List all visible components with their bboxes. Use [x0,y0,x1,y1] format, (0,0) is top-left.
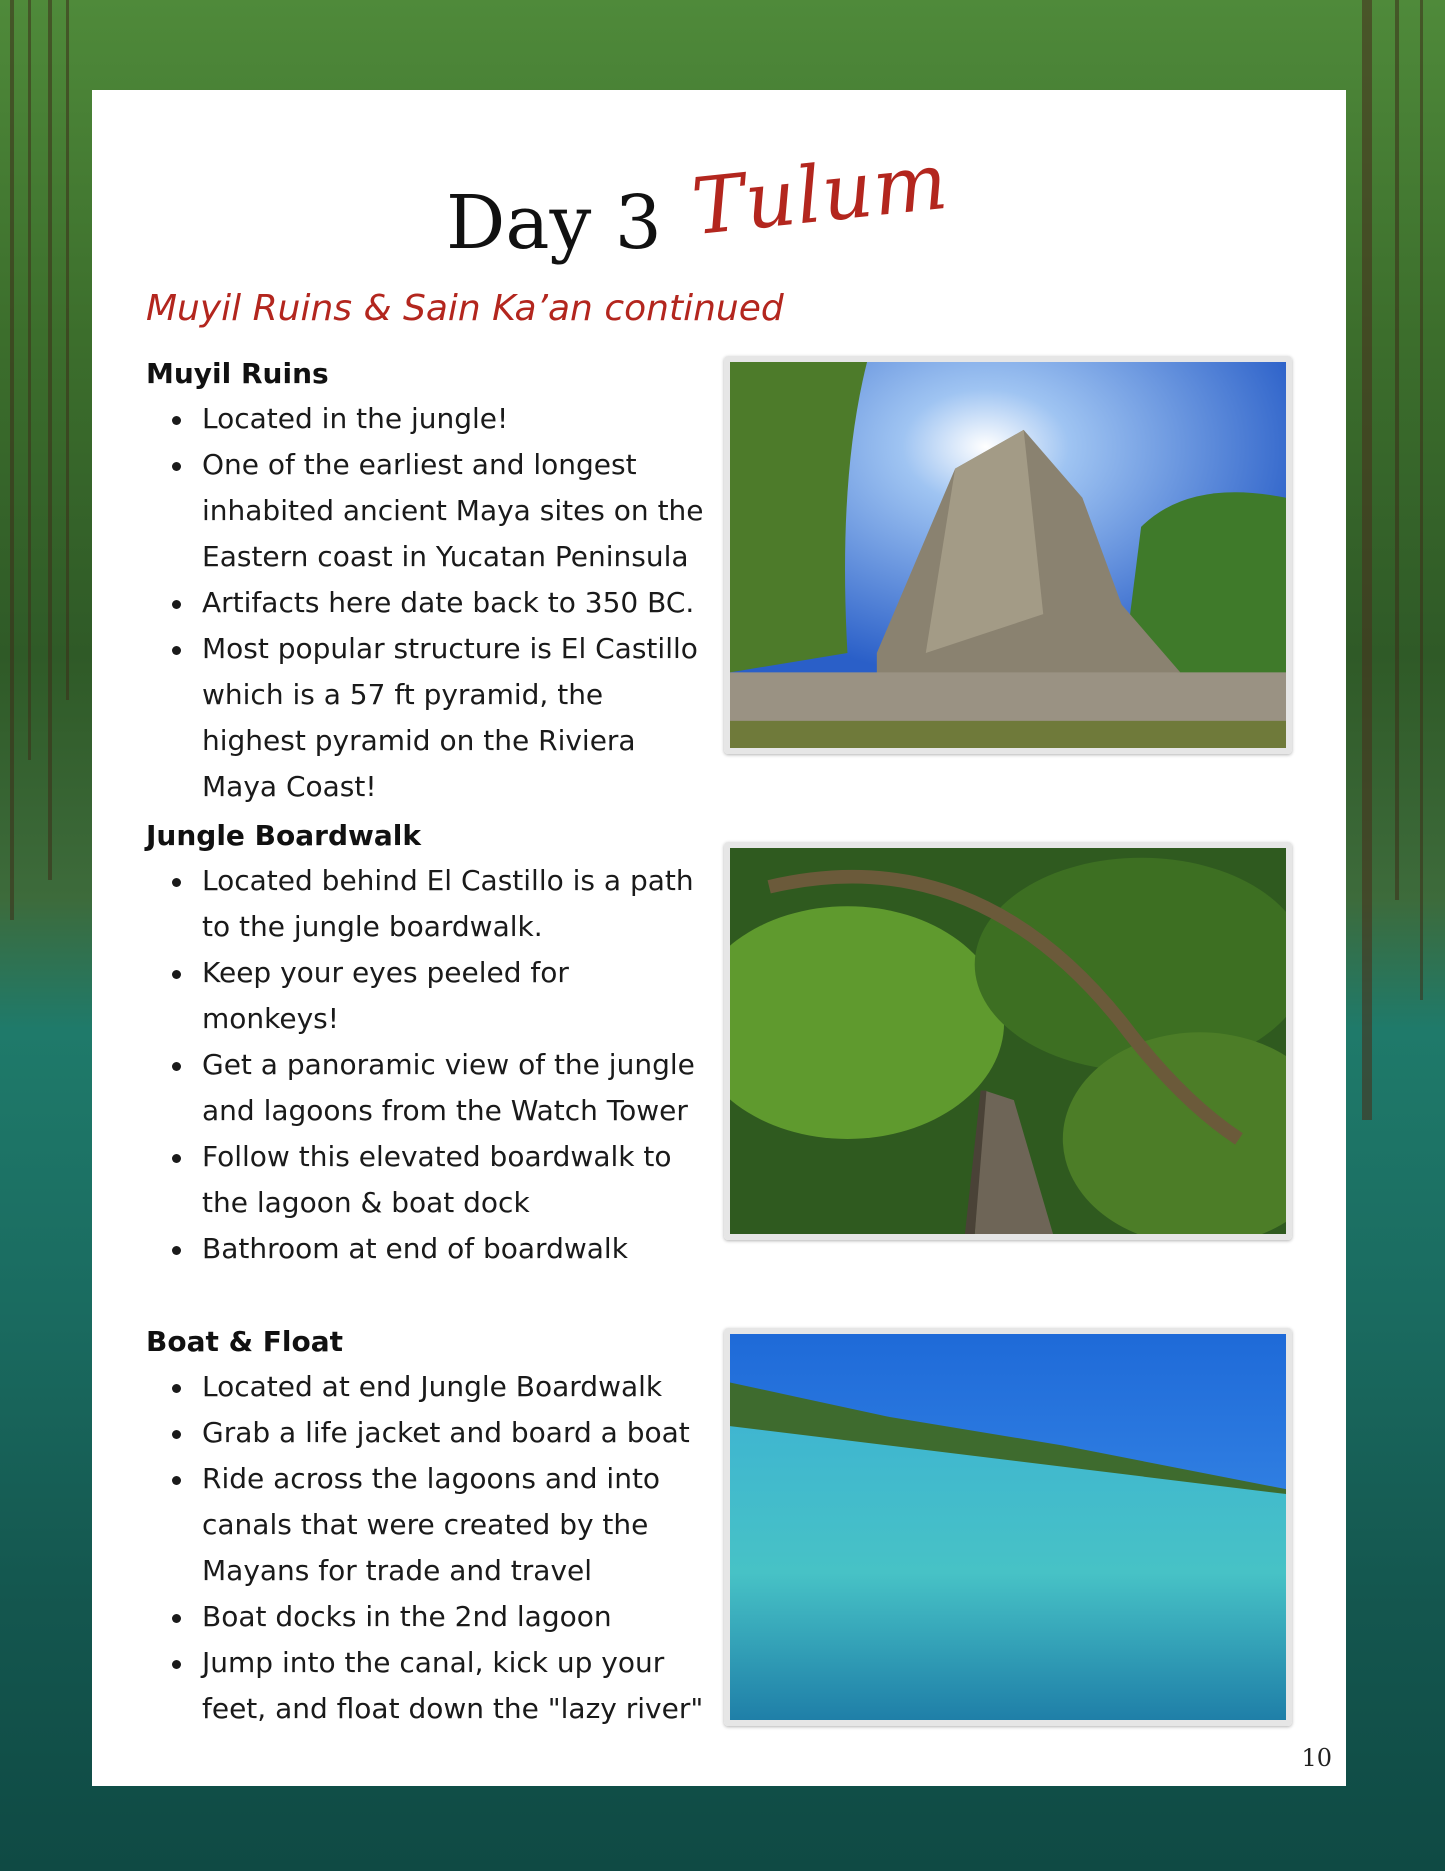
list-item: Keep your eyes peeled for monkeys! [202,950,706,1042]
bullet-list [146,858,706,1272]
list-item: Boat docks in the 2nd lagoon [202,1594,706,1640]
place-script-title: Tulum [687,136,953,254]
list-item: One of the earliest and longest inhabited ancient Maya sites on the Eastern coast in Yucatan Peninsula [202,442,706,580]
list-item: Jump into the canal, kick up your feet, and float down the "lazy river" [202,1640,706,1732]
lagoon-photo [724,1328,1292,1726]
list-item: Ride across the lagoons and into canals that were created by the Mayans for trade and travel [202,1456,706,1594]
bullet-list [146,1364,706,1732]
list-item: Bathroom at end of boardwalk [202,1226,706,1272]
jungle-boardwalk-photo [724,842,1292,1240]
list-item: Located in the jungle! [202,396,706,442]
section-boat-float [146,1320,706,1732]
list-item: Get a panoramic view of the jungle and lagoons from the Watch Tower [202,1042,706,1134]
list-item: Artifacts here date back to 350 BC. [202,580,706,626]
day-title: Day 3 [446,180,662,266]
muyil-pyramid-photo [724,356,1292,754]
section-heading: Muyil Ruins [146,357,329,390]
list-item: Grab a life jacket and board a boat [202,1410,706,1456]
itinerary-page [92,90,1346,1786]
list-item: Located behind El Castillo is a path to the jungle boardwalk. [202,858,706,950]
list-item: Located at end Jungle Boardwalk [202,1364,706,1410]
section-jungle-boardwalk [146,814,706,1272]
section-muyil-ruins [146,352,706,810]
bullet-list [146,396,706,810]
section-heading: Boat & Float [146,1325,344,1358]
section-subtitle: Muyil Ruins & Sain Ka’an continued [146,288,784,329]
list-item: Follow this elevated boardwalk to the lagoon & boat dock [202,1134,706,1226]
page-number: 10 [1301,1744,1332,1772]
list-item: Most popular structure is El Castillo which is a 57 ft pyramid, the highest pyramid on the Riviera Maya Coast! [202,626,706,810]
section-heading: Jungle Boardwalk [146,819,421,852]
